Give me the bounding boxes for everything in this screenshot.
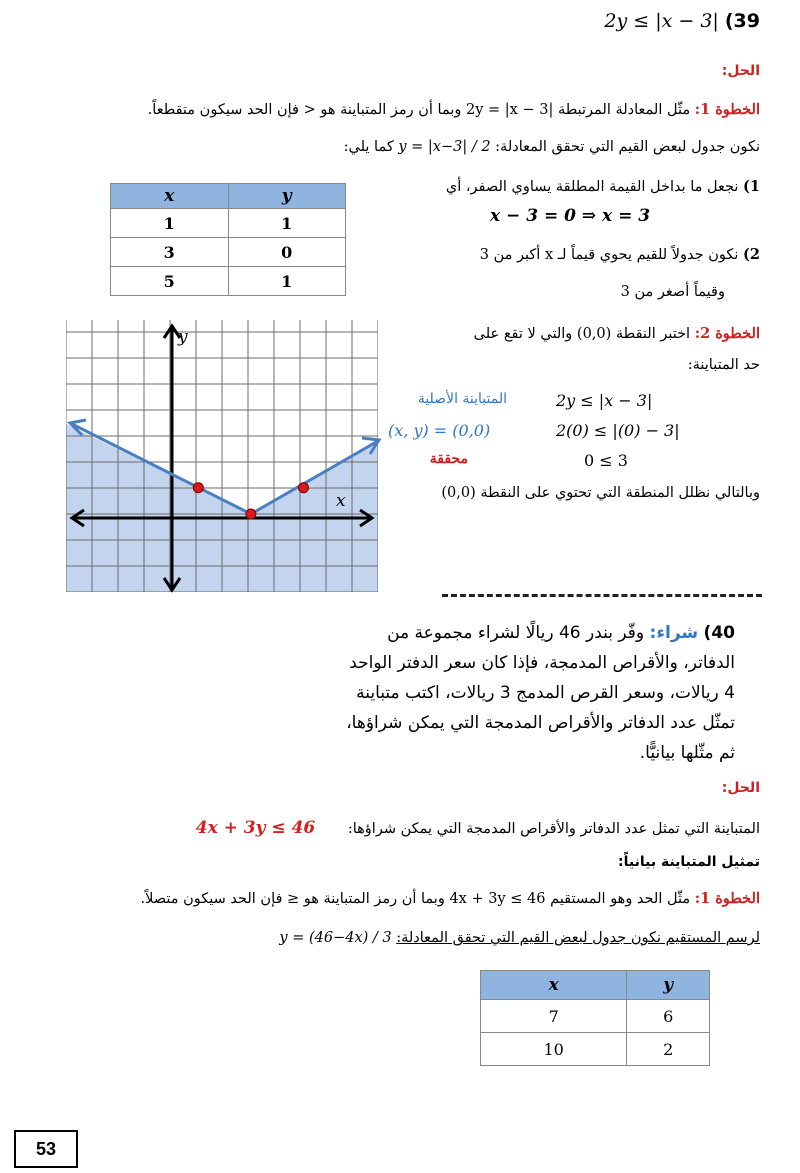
test-row-3-right: محققة [429,451,468,467]
table-intro-line [40,139,760,155]
step2-line [360,325,760,342]
y-axis-label: y [178,327,188,347]
section-divider [442,594,762,597]
test-row-1-right: المتباينة الأصلية [417,391,507,407]
step1-line [40,101,760,118]
problem-number: (39 [724,10,760,32]
table2-cell: 6 [627,1000,710,1033]
table1-cell: 1 [228,267,346,296]
answer-line [40,818,760,838]
table1-cell: 0 [228,238,346,267]
test-row-2-right: (x, y) = (0,0) [388,421,491,440]
x-axis-label: x [336,491,346,511]
problem-40-title: شراء: [649,623,699,643]
table2-header-y: y [627,971,710,1000]
step1b-line [40,890,760,907]
problem-40-text: وفّر بندر 46 ريالًا لشراء مجموعة من الدفاتر، والأقراص المدمجة، فإذا كان سعر الدفتر الواحد 4 ريالات، وسعر القرص المدمج 3 ريالات، اكتب متباينة تمثّل عدد الدفاتر والأقراص المدمجة التي يمكن شراؤها، ثم مثّلها بيانيًّا. [346,623,735,763]
page-number: 53 [14,1130,78,1168]
table2-cell: 10 [481,1033,627,1066]
list-item-1 [370,178,760,195]
solution-label: الحل: [721,63,760,79]
problem-header [604,10,760,32]
list-item-1-number: 1) [743,178,760,195]
step2-label: الخطوة 2: [694,325,760,342]
graph-point [246,509,256,519]
header-inequality: 2y ≤ |x − 3| [604,10,719,32]
problem-40-number: 40) [703,623,735,643]
table2-cell: 2 [627,1033,710,1066]
inequality-graph [66,320,384,598]
table1-cell: 1 [111,209,229,238]
table-intro-text: نكون جدول لبعض القيم التي تحقق المعادلة: [495,139,760,155]
list-item-2-text: نكون جدولاً للقيم يحوي قيماً لـ x أكبر من 3 [479,247,739,263]
table-intro-equation: y = |x−3| / 2 [398,139,491,155]
table1-cell: 3 [111,238,229,267]
table1-header-x: x [111,184,229,209]
table2-intro-equation: y = (46−4x) / 3 [279,930,392,946]
answer-text: المتباينة التي تمثل عدد الدفاتر والأقراص المدمجة التي يمكن شراؤها: [347,821,760,837]
table1-cell: 5 [111,267,229,296]
problem-40 [340,618,735,768]
list-item-2-cont: وقيماً أصغر من 3 [620,284,725,300]
step1-label: الخطوة 1: [694,101,760,118]
list-item-2 [370,246,760,263]
step1-text: مثّل المعادلة المرتبطة |2y = |x − 3 وبما أن رمز المتباينة هو < فإن الحد سيكون متقطعاً. [147,102,691,118]
test-row-2-left: 2(0) ≤ |(0) − 3| [556,421,680,440]
answer-inequality: 4x + 3y ≤ 46 [195,818,316,838]
test-row-1-left: 2y ≤ |x − 3| [556,391,653,410]
step2-text-cont: حد المتباينة: [687,357,760,373]
values-table-1 [110,183,346,296]
list-item-1-text: نجعل ما بداخل القيمة المطلقة يساوي الصفر، أي [445,179,739,195]
values-table-2 [480,970,710,1066]
table2-intro-text: لرسم المستقيم نكون جدول لبعض القيم التي تحقق المعادلة: [396,930,760,946]
solution-label: الحل: [721,780,760,796]
table-intro-suffix: كما يلي: [343,139,394,155]
list-item-1-equation: x − 3 = 0 ⇒ x = 3 [490,206,651,226]
table2-intro-line [40,930,760,946]
table2-cell: 7 [481,1000,627,1033]
step1b-label: الخطوة 1: [694,890,760,907]
graph-point [193,483,203,493]
step2-text: اختبر النقطة (0,0) والتي لا تقع على [473,326,691,342]
step1b-text: مثّل الحد وهو المستقيم 4x + 3y ≤ 46 وبما أن رمز المتباينة هو ≤ فإن الحد سيكون متصلاً. [140,891,691,907]
graph-heading: تمثيل المتباينة بيانياً: [618,854,760,870]
table1-cell: 1 [228,209,346,238]
step2-conclusion: وبالتالي نظلل المنطقة التي تحتوي على النقطة (0,0) [441,485,760,501]
test-row-3-left: 0 ≤ 3 [584,451,628,470]
list-item-2-number: 2) [743,246,760,263]
table2-header-x: x [481,971,627,1000]
table1-header-y: y [228,184,346,209]
graph-point [299,483,309,493]
